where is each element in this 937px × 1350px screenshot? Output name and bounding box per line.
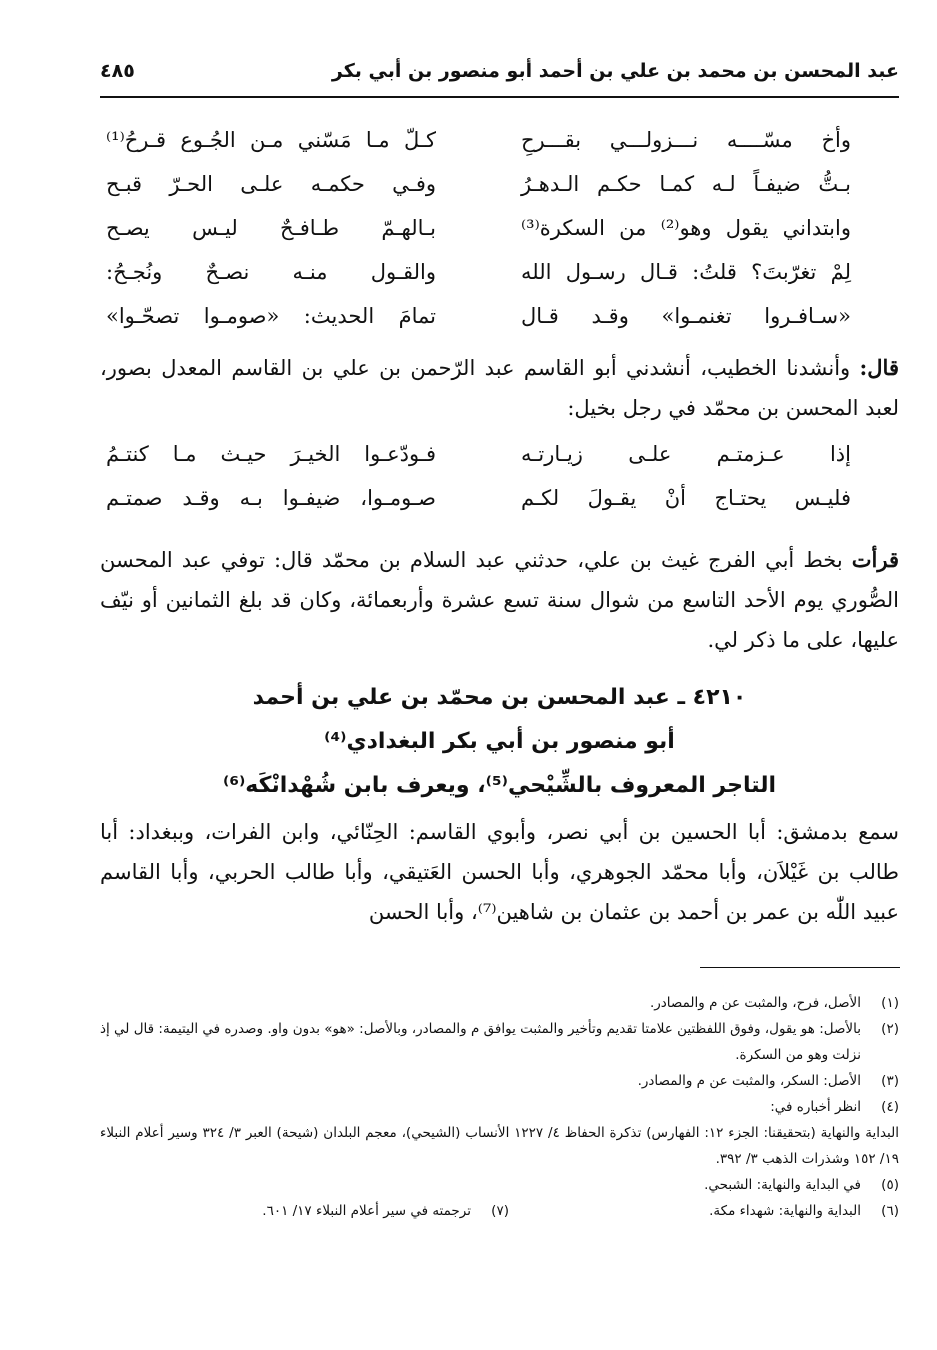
verse-second-hemistich: تمامَ الحديث: «صومـوا تصحّـوا» xyxy=(106,304,436,328)
footnote xyxy=(100,1172,899,1198)
verse xyxy=(106,172,851,216)
footnote-text: انظر أخباره في: xyxy=(770,1099,861,1115)
verse-second-hemistich: والقـول منـه نصـحٌ ونُجـحُ: xyxy=(106,260,436,284)
verse xyxy=(106,260,851,304)
footnote-number: (٦) xyxy=(881,1203,899,1219)
verse xyxy=(106,486,851,530)
poem-block-2 xyxy=(106,442,851,530)
verse-second-hemistich: فـودّعـوا الخيـرَ حيـث مـا كنتـمُ xyxy=(106,442,436,466)
running-head xyxy=(100,58,899,98)
footnote-number: (١) xyxy=(881,995,899,1011)
paragraph-death-date xyxy=(100,540,899,660)
entry-heading-line-2: أبو منصور بن أبي بكر البغدادي⁽⁴⁾ xyxy=(324,729,675,754)
verse-first-hemistich: بـتُّ ضيفـاً لـه كمـا حكـم الـدهـرُ xyxy=(521,172,851,196)
entry-heading-line-1: ٤٢١٠ ـ عبد المحسن بن محمّد بن علي بن أحمد xyxy=(252,685,747,710)
paragraph-text: وأنشدنا الخطيب، أنشدني أبو القاسم عبد الرّحمن بن علي بن القاسم المعدل بصور، لعبد المحسن بن محمّد في رجل بخيل: xyxy=(100,356,899,420)
footnote xyxy=(100,1094,899,1120)
footnote-text: الأصل: السكر، والمثبت عن م والمصادر. xyxy=(637,1073,861,1089)
running-title: عبد المحسن بن محمد بن علي بن أحمد أبو منصور بن أبي بكر xyxy=(331,60,899,82)
footnote xyxy=(100,990,899,1016)
footnote-separator xyxy=(700,967,900,968)
paragraph-text: سمع بدمشق: أبا الحسين بن أبي نصر، وأبوي القاسم: الحِنّائي، وابن الفرات، وببغداد: أبا طالب بن غَيْلاَن، وأبا محمّد الجوهري، وأبا الحسن العَتيقي، وأبا طالب الحربي، وأبا القاسم عبيد اللّٰه بن عمر بن أحمد بن عثمان بن شاهين⁽⁷⁾، وأبا الحسن xyxy=(100,820,899,924)
verse-first-hemistich: وأخ مسّــــه نـــزولـــي بقـــرحِ xyxy=(521,128,851,152)
footnote-number: (٧) xyxy=(491,1203,509,1219)
footnote-text: الأصل، فرح، والمثبت عن م والمصادر. xyxy=(649,995,861,1011)
verse-first-hemistich: فليـس يحتـاج أنْ يقـولَ لكـم xyxy=(521,486,851,510)
verse-second-hemistich: بـالهـمّ طـافـحٌ ليـس يصـح xyxy=(106,216,436,240)
footnote-number: (٣) xyxy=(881,1073,899,1089)
verse xyxy=(106,304,851,348)
verse-first-hemistich: وابتداني يقول وهو⁽²⁾ من السكرة⁽³⁾ xyxy=(521,216,851,240)
page-number: ٤٨٥ xyxy=(100,60,135,82)
verse-first-hemistich: لِمْ تغرّبتَ؟ قلتُ: قـال رسـول الله xyxy=(521,260,851,284)
footnote-number: (٢) xyxy=(881,1021,899,1037)
footnote xyxy=(100,1068,899,1094)
paragraph-khatib xyxy=(100,348,899,428)
footnote-text: بالأصل: هو يقول، وفوق اللفظتين علامتا تقديم وتأخير والمثبت يوافق م والمصادر، وبالأصل: «هو» بدون واو. وصدره في اليتيمة: قال لي إذ نزلت وهو من السكرة. xyxy=(100,1021,861,1063)
footnote-text: البداية والنهاية: شهداء مكة. xyxy=(709,1203,861,1219)
footnote xyxy=(100,1198,509,1224)
paragraph-lead: قرأت xyxy=(851,547,899,572)
footnotes xyxy=(100,990,899,1224)
footnote-pair xyxy=(100,1198,899,1224)
paragraph-teachers xyxy=(100,812,899,932)
entry-heading-line-3: التاجر المعروف بالشِّيْحي⁽⁵⁾، ويعرف بابن شُهْدانْكَه⁽⁶⁾ xyxy=(222,773,776,798)
verse xyxy=(106,442,851,486)
paragraph-text: بخط أبي الفرج غيث بن علي، حدثني عبد السلام بن محمّد قال: توفي عبد المحسن الصُّوري يوم الأحد التاسع من شوال سنة تسع عشرة وأربعمائة، وكان قد بلغ الثمانين أو نيّف عليها، على ما ذكر لي. xyxy=(100,548,899,652)
verse-second-hemistich: صـومـوا، ضيفـوا بـه وقـد صمتـم xyxy=(106,486,436,510)
footnote-text: في البداية والنهاية: الشبحي. xyxy=(704,1177,861,1193)
footnote xyxy=(100,1016,899,1068)
biography-entry-heading xyxy=(100,676,899,808)
footnote-number: (٥) xyxy=(881,1177,899,1193)
footnote-text: البداية والنهاية (بتحقيقنا: الجزء ١٢: الفهارس) تذكرة الحفاظ ٤/ ١٢٢٧ الأنساب (الشيحي)، معجم البلدان (شيحة) العبر ٣/ ٣٢٤ وسير أعلام النبلاء ١٩/ ١٥٢ وشذرات الذهب ٣/ ٣٩٢. xyxy=(100,1125,899,1167)
poem-block-1 xyxy=(106,128,851,348)
verse-first-hemistich: إذا عـزمتـم علـى زيـارتـه xyxy=(521,442,851,466)
footnote-text: ترجمته في سير أعلام النبلاء ١٧/ ٦٠١. xyxy=(262,1203,471,1219)
verse-first-hemistich: «سـافـروا تغنمـوا» وقـد قـال xyxy=(521,304,851,328)
verse-second-hemistich: وفـي حكمـه علـى الحـرّ قبـح xyxy=(106,172,436,196)
footnote-number: (٤) xyxy=(881,1099,899,1115)
verse-second-hemistich: كـلّ مـا مَسّني مـن الجُـوع قـرحُ⁽¹⁾ xyxy=(106,128,436,152)
verse xyxy=(106,216,851,260)
paragraph-lead: قال: xyxy=(859,355,899,380)
footnote xyxy=(509,1198,899,1224)
footnote-continuation xyxy=(100,1120,899,1172)
verse xyxy=(106,128,851,172)
